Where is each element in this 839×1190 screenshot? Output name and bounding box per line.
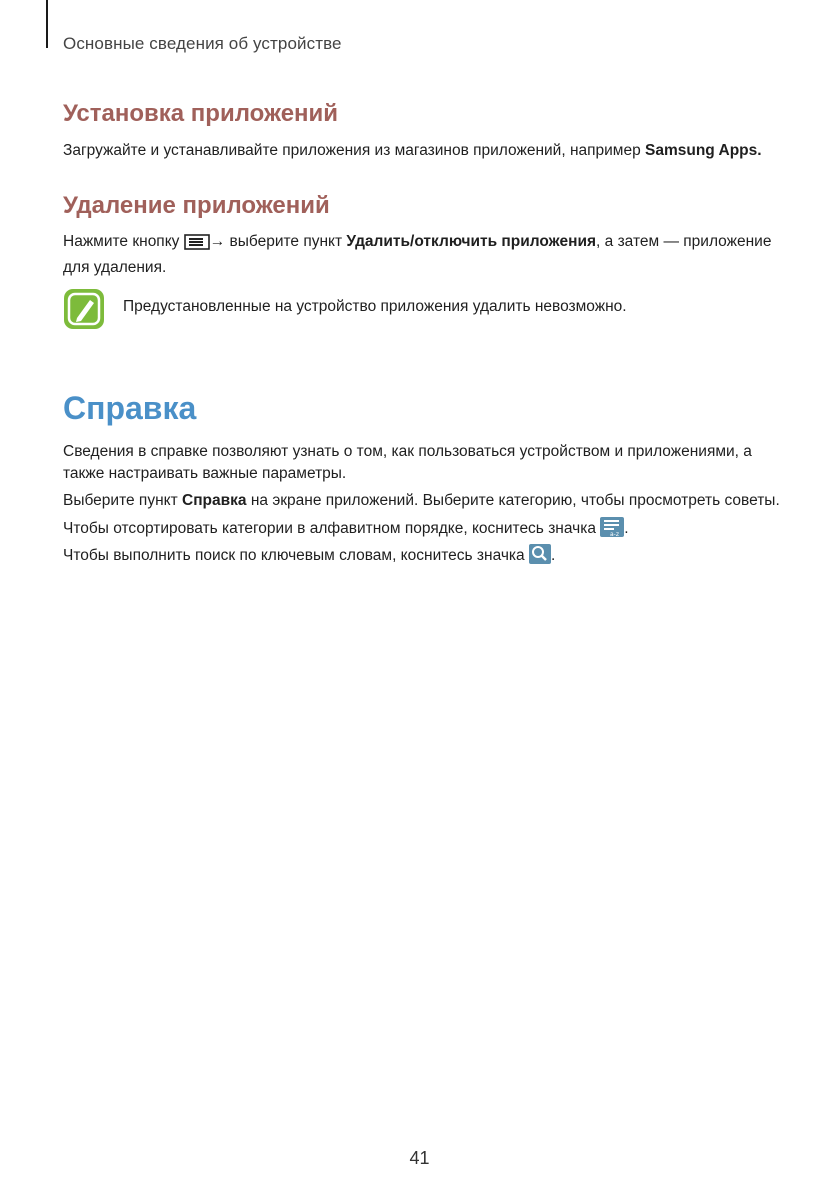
menu-button-icon: [184, 234, 210, 257]
help-paragraph-4: Чтобы выполнить поиск по ключевым словам, коснитесь значка .: [63, 544, 783, 571]
sort-az-icon: [600, 517, 624, 544]
install-apps-heading: Установка приложений: [63, 100, 339, 127]
help-paragraph-3: Чтобы отсортировать категории в алфавитном порядке, коснитесь значка a-z .: [63, 517, 783, 544]
samsung-apps-label: Samsung Apps.: [645, 142, 762, 159]
help-paragraph-1: Сведения в справке позволяют узнать о том, как пользоваться устройством и приложениями, а также настраивать важные параметры.: [63, 443, 752, 482]
remove-apps-heading: Удаление приложений: [63, 192, 330, 219]
help-item-label: Справка: [182, 492, 247, 509]
search-icon: [529, 544, 551, 571]
help-heading: Справка: [63, 390, 197, 426]
uninstall-option-label: Удалить/отключить приложения: [346, 233, 597, 250]
svg-text:a-z: a-z: [610, 531, 620, 537]
note-icon: [63, 288, 105, 330]
install-apps-text: Загружайте и устанавливайте приложения из магазинов приложений, например Samsung Apps.: [63, 142, 762, 159]
margin-rule: [46, 0, 48, 48]
remove-apps-text: Нажмите кнопку → выберите пункт Удалить/отключить приложения, а затем — приложение для удаления.: [63, 233, 772, 276]
page-number: 41: [409, 1148, 430, 1168]
help-paragraph-2: Выберите пункт Справка на экране приложений. Выберите категорию, чтобы просмотреть советы.: [63, 492, 780, 509]
note-text: Предустановленные на устройство приложения удалить невозможно.: [123, 298, 627, 315]
chapter-header: Основные сведения об устройстве: [63, 34, 342, 53]
